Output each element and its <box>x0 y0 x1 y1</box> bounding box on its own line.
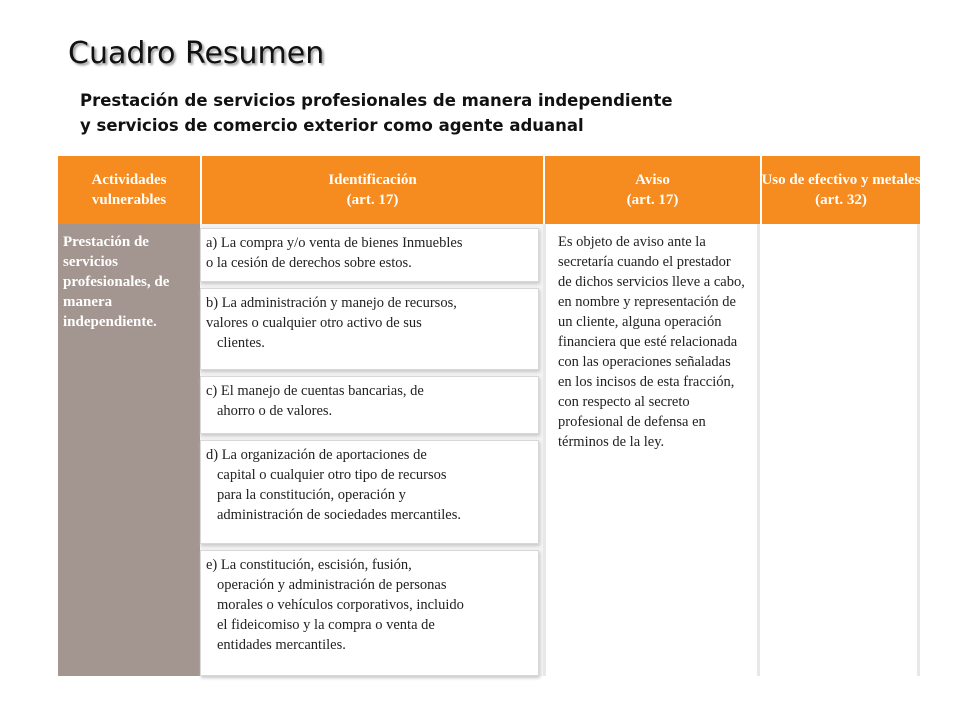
activity-line: manera <box>63 294 113 310</box>
item-line: ahorro o de valores. <box>217 403 333 419</box>
activity-cell <box>58 224 200 676</box>
item-line: capital o cualquier otro tipo de recursos <box>217 467 447 483</box>
identification-item-e <box>200 550 539 676</box>
activity-line: profesionales, de <box>63 274 170 290</box>
activity-line: independiente. <box>63 314 157 330</box>
item-line: para la constitución, operación y <box>217 487 406 503</box>
aviso-line: con las operaciones señaladas <box>558 354 731 370</box>
header-text: Identificación <box>328 172 417 188</box>
item-line: entidades mercantiles. <box>217 637 346 653</box>
aviso-line: de dichos servicios lleve a cabo, <box>558 274 745 290</box>
aviso-line: un cliente, alguna operación <box>558 314 722 330</box>
header-aviso <box>543 156 760 224</box>
aviso-line: con respecto al secreto <box>558 394 690 410</box>
header-actividades <box>58 156 200 224</box>
aviso-line: secretaría cuando el prestador <box>558 254 731 270</box>
aviso-cell <box>543 224 760 676</box>
aviso-line: en los incisos de esta fracción, <box>558 374 735 390</box>
aviso-line: en nombre y representación de <box>558 294 736 310</box>
item-line: e) La constitución, escisión, fusión, <box>206 557 412 573</box>
header-uso-efectivo <box>760 156 920 224</box>
aviso-line: términos de la ley. <box>558 434 665 450</box>
summary-table <box>58 156 920 676</box>
identification-item-b <box>200 288 539 370</box>
subtitle-line: Prestación de servicios profesionales de manera independiente <box>80 91 673 110</box>
identification-item-c <box>200 376 539 434</box>
aviso-line: profesional de defensa en <box>558 414 706 430</box>
item-line: morales o vehículos corporativos, incluido <box>217 597 464 613</box>
uso-efectivo-cell <box>760 224 920 676</box>
item-line: el fideicomiso y la compra o venta de <box>217 617 435 633</box>
item-line: valores o cualquier otro activo de sus <box>206 315 422 331</box>
header-text: Aviso <box>635 172 670 188</box>
item-line: c) El manejo de cuentas bancarias, de <box>206 383 424 399</box>
activity-line: servicios <box>63 254 118 270</box>
item-line: clientes. <box>217 335 265 351</box>
page-title: Cuadro Resumen <box>68 36 325 71</box>
header-text: vulnerables <box>91 192 167 208</box>
header-text: (art. 17) <box>346 192 399 208</box>
item-line: d) La organización de aportaciones de <box>206 447 427 463</box>
aviso-line: Es objeto de aviso ante la <box>558 234 706 250</box>
item-line: b) La administración y manejo de recursos, <box>206 295 457 311</box>
aviso-line: financiera que esté relacionada <box>558 334 738 350</box>
header-text: Actividades <box>91 172 167 188</box>
header-text: Uso de efectivo y metales <box>761 172 921 188</box>
item-line: o la cesión de derechos sobre estos. <box>206 255 412 271</box>
identification-item-a <box>200 228 539 282</box>
subtitle-line: y servicios de comercio exterior como agente aduanal <box>80 116 584 135</box>
identification-item-d <box>200 440 539 544</box>
identification-column <box>200 224 543 676</box>
subtitle <box>80 88 780 138</box>
item-line: operación y administración de personas <box>217 577 447 593</box>
header-identificacion <box>200 156 543 224</box>
item-line: administración de sociedades mercantiles. <box>217 507 461 523</box>
header-text: (art. 17) <box>626 192 679 208</box>
activity-line: Prestación de <box>63 234 149 250</box>
item-line: a) La compra y/o venta de bienes Inmuebles <box>206 235 463 251</box>
header-text: (art. 32) <box>815 192 867 208</box>
